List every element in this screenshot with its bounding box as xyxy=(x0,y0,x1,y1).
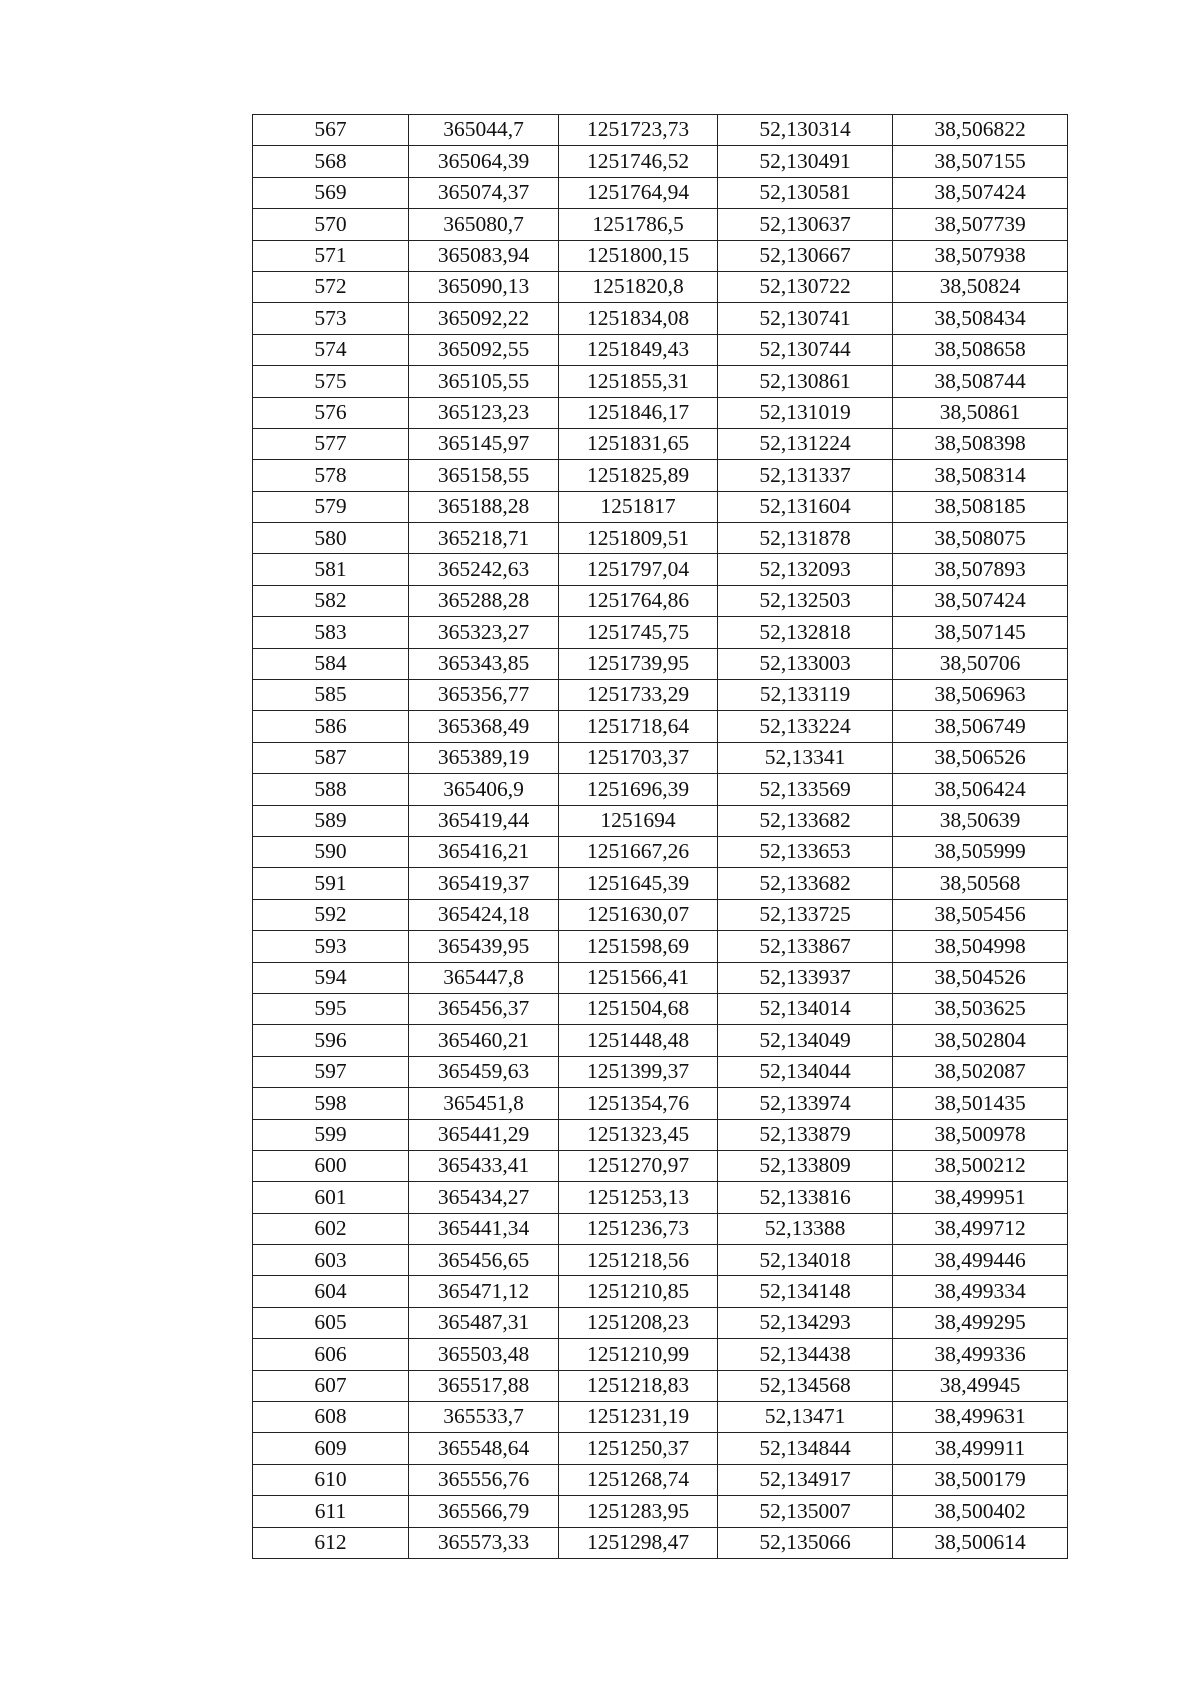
longitude-cell: 38,499712 xyxy=(893,1213,1068,1244)
x-coordinate-cell: 365456,65 xyxy=(409,1245,559,1276)
longitude-cell: 38,499336 xyxy=(893,1339,1068,1370)
longitude-cell: 38,505456 xyxy=(893,899,1068,930)
latitude-cell: 52,134018 xyxy=(718,1245,893,1276)
point-number-cell: 574 xyxy=(253,334,409,365)
point-number-cell: 611 xyxy=(253,1496,409,1527)
longitude-cell: 38,500978 xyxy=(893,1119,1068,1150)
table-row xyxy=(253,1339,1068,1370)
table-row xyxy=(253,680,1068,711)
longitude-cell: 38,500179 xyxy=(893,1464,1068,1495)
table-row xyxy=(253,491,1068,522)
table-row xyxy=(253,1213,1068,1244)
point-number-cell: 607 xyxy=(253,1370,409,1401)
x-coordinate-cell: 365517,88 xyxy=(409,1370,559,1401)
table-row xyxy=(253,585,1068,616)
y-coordinate-cell: 1251630,07 xyxy=(559,899,718,930)
point-number-cell: 594 xyxy=(253,962,409,993)
table-row xyxy=(253,711,1068,742)
table-row xyxy=(253,805,1068,836)
latitude-cell: 52,133653 xyxy=(718,836,893,867)
x-coordinate-cell: 365074,37 xyxy=(409,177,559,208)
latitude-cell: 52,133003 xyxy=(718,648,893,679)
longitude-cell: 38,507893 xyxy=(893,554,1068,585)
longitude-cell: 38,50639 xyxy=(893,805,1068,836)
latitude-cell: 52,13471 xyxy=(718,1402,893,1433)
table-row xyxy=(253,617,1068,648)
table-row xyxy=(253,868,1068,899)
y-coordinate-cell: 1251764,86 xyxy=(559,585,718,616)
latitude-cell: 52,134044 xyxy=(718,1056,893,1087)
table-row xyxy=(253,648,1068,679)
x-coordinate-cell: 365416,21 xyxy=(409,836,559,867)
y-coordinate-cell: 1251236,73 xyxy=(559,1213,718,1244)
longitude-cell: 38,499446 xyxy=(893,1245,1068,1276)
point-number-cell: 604 xyxy=(253,1276,409,1307)
x-coordinate-cell: 365471,12 xyxy=(409,1276,559,1307)
longitude-cell: 38,507424 xyxy=(893,177,1068,208)
y-coordinate-cell: 1251846,17 xyxy=(559,397,718,428)
point-number-cell: 587 xyxy=(253,742,409,773)
x-coordinate-cell: 365123,23 xyxy=(409,397,559,428)
latitude-cell: 52,13388 xyxy=(718,1213,893,1244)
longitude-cell: 38,499295 xyxy=(893,1307,1068,1338)
y-coordinate-cell: 1251218,56 xyxy=(559,1245,718,1276)
point-number-cell: 591 xyxy=(253,868,409,899)
y-coordinate-cell: 1251694 xyxy=(559,805,718,836)
longitude-cell: 38,504998 xyxy=(893,931,1068,962)
x-coordinate-cell: 365064,39 xyxy=(409,146,559,177)
table-row xyxy=(253,554,1068,585)
y-coordinate-cell: 1251448,48 xyxy=(559,1025,718,1056)
table-row xyxy=(253,240,1068,271)
table-row xyxy=(253,397,1068,428)
longitude-cell: 38,50706 xyxy=(893,648,1068,679)
latitude-cell: 52,133816 xyxy=(718,1182,893,1213)
coordinates-table xyxy=(252,114,1068,1559)
longitude-cell: 38,504526 xyxy=(893,962,1068,993)
latitude-cell: 52,131019 xyxy=(718,397,893,428)
longitude-cell: 38,499951 xyxy=(893,1182,1068,1213)
longitude-cell: 38,506822 xyxy=(893,115,1068,146)
x-coordinate-cell: 365090,13 xyxy=(409,271,559,302)
table-row xyxy=(253,1182,1068,1213)
y-coordinate-cell: 1251253,13 xyxy=(559,1182,718,1213)
longitude-cell: 38,507938 xyxy=(893,240,1068,271)
y-coordinate-cell: 1251645,39 xyxy=(559,868,718,899)
latitude-cell: 52,130637 xyxy=(718,209,893,240)
latitude-cell: 52,134049 xyxy=(718,1025,893,1056)
longitude-cell: 38,507739 xyxy=(893,209,1068,240)
longitude-cell: 38,500212 xyxy=(893,1150,1068,1181)
x-coordinate-cell: 365573,33 xyxy=(409,1527,559,1558)
latitude-cell: 52,133809 xyxy=(718,1150,893,1181)
latitude-cell: 52,130861 xyxy=(718,366,893,397)
x-coordinate-cell: 365434,27 xyxy=(409,1182,559,1213)
y-coordinate-cell: 1251210,85 xyxy=(559,1276,718,1307)
x-coordinate-cell: 365439,95 xyxy=(409,931,559,962)
latitude-cell: 52,133682 xyxy=(718,868,893,899)
point-number-cell: 569 xyxy=(253,177,409,208)
latitude-cell: 52,131878 xyxy=(718,523,893,554)
latitude-cell: 52,134568 xyxy=(718,1370,893,1401)
table-row xyxy=(253,742,1068,773)
point-number-cell: 577 xyxy=(253,428,409,459)
point-number-cell: 584 xyxy=(253,648,409,679)
point-number-cell: 595 xyxy=(253,993,409,1024)
y-coordinate-cell: 1251283,95 xyxy=(559,1496,718,1527)
longitude-cell: 38,505999 xyxy=(893,836,1068,867)
longitude-cell: 38,503625 xyxy=(893,993,1068,1024)
latitude-cell: 52,130314 xyxy=(718,115,893,146)
latitude-cell: 52,134293 xyxy=(718,1307,893,1338)
x-coordinate-cell: 365447,8 xyxy=(409,962,559,993)
x-coordinate-cell: 365343,85 xyxy=(409,648,559,679)
table-row xyxy=(253,993,1068,1024)
point-number-cell: 581 xyxy=(253,554,409,585)
x-coordinate-cell: 365556,76 xyxy=(409,1464,559,1495)
y-coordinate-cell: 1251800,15 xyxy=(559,240,718,271)
y-coordinate-cell: 1251809,51 xyxy=(559,523,718,554)
table-row xyxy=(253,1307,1068,1338)
table-row xyxy=(253,1276,1068,1307)
x-coordinate-cell: 365441,34 xyxy=(409,1213,559,1244)
point-number-cell: 601 xyxy=(253,1182,409,1213)
x-coordinate-cell: 365242,63 xyxy=(409,554,559,585)
longitude-cell: 38,50824 xyxy=(893,271,1068,302)
y-coordinate-cell: 1251745,75 xyxy=(559,617,718,648)
y-coordinate-cell: 1251834,08 xyxy=(559,303,718,334)
point-number-cell: 598 xyxy=(253,1088,409,1119)
x-coordinate-cell: 365456,37 xyxy=(409,993,559,1024)
point-number-cell: 588 xyxy=(253,774,409,805)
longitude-cell: 38,508744 xyxy=(893,366,1068,397)
x-coordinate-cell: 365083,94 xyxy=(409,240,559,271)
y-coordinate-cell: 1251504,68 xyxy=(559,993,718,1024)
latitude-cell: 52,133937 xyxy=(718,962,893,993)
latitude-cell: 52,133682 xyxy=(718,805,893,836)
point-number-cell: 586 xyxy=(253,711,409,742)
table-row xyxy=(253,271,1068,302)
y-coordinate-cell: 1251733,29 xyxy=(559,680,718,711)
latitude-cell: 52,131337 xyxy=(718,460,893,491)
point-number-cell: 593 xyxy=(253,931,409,962)
longitude-cell: 38,506424 xyxy=(893,774,1068,805)
longitude-cell: 38,507145 xyxy=(893,617,1068,648)
table-row xyxy=(253,1119,1068,1150)
point-number-cell: 579 xyxy=(253,491,409,522)
point-number-cell: 590 xyxy=(253,836,409,867)
x-coordinate-cell: 365503,48 xyxy=(409,1339,559,1370)
latitude-cell: 52,133879 xyxy=(718,1119,893,1150)
point-number-cell: 573 xyxy=(253,303,409,334)
x-coordinate-cell: 365368,49 xyxy=(409,711,559,742)
point-number-cell: 589 xyxy=(253,805,409,836)
x-coordinate-cell: 365218,71 xyxy=(409,523,559,554)
point-number-cell: 585 xyxy=(253,680,409,711)
longitude-cell: 38,502804 xyxy=(893,1025,1068,1056)
point-number-cell: 597 xyxy=(253,1056,409,1087)
x-coordinate-cell: 365389,19 xyxy=(409,742,559,773)
y-coordinate-cell: 1251399,37 xyxy=(559,1056,718,1087)
coordinates-table-body xyxy=(253,115,1068,1559)
latitude-cell: 52,130667 xyxy=(718,240,893,271)
x-coordinate-cell: 365459,63 xyxy=(409,1056,559,1087)
table-row xyxy=(253,1056,1068,1087)
y-coordinate-cell: 1251323,45 xyxy=(559,1119,718,1150)
table-row xyxy=(253,774,1068,805)
latitude-cell: 52,132093 xyxy=(718,554,893,585)
x-coordinate-cell: 365092,22 xyxy=(409,303,559,334)
latitude-cell: 52,135007 xyxy=(718,1496,893,1527)
y-coordinate-cell: 1251250,37 xyxy=(559,1433,718,1464)
latitude-cell: 52,131604 xyxy=(718,491,893,522)
latitude-cell: 52,134917 xyxy=(718,1464,893,1495)
table-row xyxy=(253,523,1068,554)
point-number-cell: 608 xyxy=(253,1402,409,1433)
x-coordinate-cell: 365080,7 xyxy=(409,209,559,240)
x-coordinate-cell: 365533,7 xyxy=(409,1402,559,1433)
longitude-cell: 38,50568 xyxy=(893,868,1068,899)
longitude-cell: 38,500402 xyxy=(893,1496,1068,1527)
longitude-cell: 38,501435 xyxy=(893,1088,1068,1119)
table-row xyxy=(253,1496,1068,1527)
latitude-cell: 52,134844 xyxy=(718,1433,893,1464)
longitude-cell: 38,499911 xyxy=(893,1433,1068,1464)
point-number-cell: 583 xyxy=(253,617,409,648)
point-number-cell: 609 xyxy=(253,1433,409,1464)
point-number-cell: 570 xyxy=(253,209,409,240)
table-row xyxy=(253,931,1068,962)
longitude-cell: 38,506526 xyxy=(893,742,1068,773)
latitude-cell: 52,134148 xyxy=(718,1276,893,1307)
point-number-cell: 575 xyxy=(253,366,409,397)
x-coordinate-cell: 365419,37 xyxy=(409,868,559,899)
table-row xyxy=(253,836,1068,867)
table-row xyxy=(253,177,1068,208)
y-coordinate-cell: 1251598,69 xyxy=(559,931,718,962)
x-coordinate-cell: 365460,21 xyxy=(409,1025,559,1056)
x-coordinate-cell: 365356,77 xyxy=(409,680,559,711)
table-row xyxy=(253,366,1068,397)
y-coordinate-cell: 1251723,73 xyxy=(559,115,718,146)
x-coordinate-cell: 365419,44 xyxy=(409,805,559,836)
y-coordinate-cell: 1251855,31 xyxy=(559,366,718,397)
x-coordinate-cell: 365441,29 xyxy=(409,1119,559,1150)
point-number-cell: 605 xyxy=(253,1307,409,1338)
latitude-cell: 52,133867 xyxy=(718,931,893,962)
latitude-cell: 52,130744 xyxy=(718,334,893,365)
x-coordinate-cell: 365288,28 xyxy=(409,585,559,616)
point-number-cell: 578 xyxy=(253,460,409,491)
x-coordinate-cell: 365092,55 xyxy=(409,334,559,365)
table-row xyxy=(253,146,1068,177)
y-coordinate-cell: 1251268,74 xyxy=(559,1464,718,1495)
y-coordinate-cell: 1251231,19 xyxy=(559,1402,718,1433)
longitude-cell: 38,508658 xyxy=(893,334,1068,365)
latitude-cell: 52,130491 xyxy=(718,146,893,177)
table-row xyxy=(253,1370,1068,1401)
table-row xyxy=(253,115,1068,146)
latitude-cell: 52,133569 xyxy=(718,774,893,805)
x-coordinate-cell: 365188,28 xyxy=(409,491,559,522)
table-row xyxy=(253,428,1068,459)
longitude-cell: 38,508075 xyxy=(893,523,1068,554)
x-coordinate-cell: 365158,55 xyxy=(409,460,559,491)
latitude-cell: 52,133119 xyxy=(718,680,893,711)
x-coordinate-cell: 365548,64 xyxy=(409,1433,559,1464)
table-row xyxy=(253,209,1068,240)
y-coordinate-cell: 1251703,37 xyxy=(559,742,718,773)
longitude-cell: 38,506749 xyxy=(893,711,1068,742)
latitude-cell: 52,130741 xyxy=(718,303,893,334)
latitude-cell: 52,133224 xyxy=(718,711,893,742)
y-coordinate-cell: 1251849,43 xyxy=(559,334,718,365)
latitude-cell: 52,134438 xyxy=(718,1339,893,1370)
y-coordinate-cell: 1251831,65 xyxy=(559,428,718,459)
table-row xyxy=(253,1088,1068,1119)
table-row xyxy=(253,1150,1068,1181)
latitude-cell: 52,133974 xyxy=(718,1088,893,1119)
latitude-cell: 52,13341 xyxy=(718,742,893,773)
y-coordinate-cell: 1251298,47 xyxy=(559,1527,718,1558)
longitude-cell: 38,507155 xyxy=(893,146,1068,177)
latitude-cell: 52,131224 xyxy=(718,428,893,459)
x-coordinate-cell: 365566,79 xyxy=(409,1496,559,1527)
point-number-cell: 572 xyxy=(253,271,409,302)
y-coordinate-cell: 1251566,41 xyxy=(559,962,718,993)
y-coordinate-cell: 1251797,04 xyxy=(559,554,718,585)
longitude-cell: 38,499334 xyxy=(893,1276,1068,1307)
y-coordinate-cell: 1251764,94 xyxy=(559,177,718,208)
longitude-cell: 38,50861 xyxy=(893,397,1068,428)
y-coordinate-cell: 1251218,83 xyxy=(559,1370,718,1401)
point-number-cell: 576 xyxy=(253,397,409,428)
latitude-cell: 52,132818 xyxy=(718,617,893,648)
y-coordinate-cell: 1251820,8 xyxy=(559,271,718,302)
y-coordinate-cell: 1251746,52 xyxy=(559,146,718,177)
longitude-cell: 38,500614 xyxy=(893,1527,1068,1558)
point-number-cell: 602 xyxy=(253,1213,409,1244)
latitude-cell: 52,130722 xyxy=(718,271,893,302)
x-coordinate-cell: 365451,8 xyxy=(409,1088,559,1119)
y-coordinate-cell: 1251696,39 xyxy=(559,774,718,805)
point-number-cell: 612 xyxy=(253,1527,409,1558)
latitude-cell: 52,130581 xyxy=(718,177,893,208)
table-row xyxy=(253,962,1068,993)
latitude-cell: 52,135066 xyxy=(718,1527,893,1558)
x-coordinate-cell: 365406,9 xyxy=(409,774,559,805)
y-coordinate-cell: 1251786,5 xyxy=(559,209,718,240)
x-coordinate-cell: 365145,97 xyxy=(409,428,559,459)
x-coordinate-cell: 365424,18 xyxy=(409,899,559,930)
point-number-cell: 568 xyxy=(253,146,409,177)
x-coordinate-cell: 365323,27 xyxy=(409,617,559,648)
longitude-cell: 38,502087 xyxy=(893,1056,1068,1087)
y-coordinate-cell: 1251739,95 xyxy=(559,648,718,679)
table-row xyxy=(253,1245,1068,1276)
y-coordinate-cell: 1251210,99 xyxy=(559,1339,718,1370)
point-number-cell: 571 xyxy=(253,240,409,271)
latitude-cell: 52,132503 xyxy=(718,585,893,616)
point-number-cell: 599 xyxy=(253,1119,409,1150)
table-row xyxy=(253,303,1068,334)
point-number-cell: 600 xyxy=(253,1150,409,1181)
y-coordinate-cell: 1251208,23 xyxy=(559,1307,718,1338)
table-row xyxy=(253,1025,1068,1056)
longitude-cell: 38,508434 xyxy=(893,303,1068,334)
point-number-cell: 610 xyxy=(253,1464,409,1495)
y-coordinate-cell: 1251718,64 xyxy=(559,711,718,742)
point-number-cell: 596 xyxy=(253,1025,409,1056)
longitude-cell: 38,508398 xyxy=(893,428,1068,459)
point-number-cell: 582 xyxy=(253,585,409,616)
x-coordinate-cell: 365105,55 xyxy=(409,366,559,397)
point-number-cell: 606 xyxy=(253,1339,409,1370)
table-row xyxy=(253,1464,1068,1495)
point-number-cell: 592 xyxy=(253,899,409,930)
y-coordinate-cell: 1251354,76 xyxy=(559,1088,718,1119)
table-row xyxy=(253,1402,1068,1433)
longitude-cell: 38,506963 xyxy=(893,680,1068,711)
table-row xyxy=(253,1433,1068,1464)
x-coordinate-cell: 365044,7 xyxy=(409,115,559,146)
y-coordinate-cell: 1251817 xyxy=(559,491,718,522)
y-coordinate-cell: 1251825,89 xyxy=(559,460,718,491)
table-row xyxy=(253,334,1068,365)
longitude-cell: 38,499631 xyxy=(893,1402,1068,1433)
table-row xyxy=(253,460,1068,491)
table-row xyxy=(253,899,1068,930)
longitude-cell: 38,508185 xyxy=(893,491,1068,522)
x-coordinate-cell: 365433,41 xyxy=(409,1150,559,1181)
y-coordinate-cell: 1251667,26 xyxy=(559,836,718,867)
point-number-cell: 603 xyxy=(253,1245,409,1276)
x-coordinate-cell: 365487,31 xyxy=(409,1307,559,1338)
longitude-cell: 38,49945 xyxy=(893,1370,1068,1401)
y-coordinate-cell: 1251270,97 xyxy=(559,1150,718,1181)
latitude-cell: 52,134014 xyxy=(718,993,893,1024)
longitude-cell: 38,507424 xyxy=(893,585,1068,616)
latitude-cell: 52,133725 xyxy=(718,899,893,930)
point-number-cell: 567 xyxy=(253,115,409,146)
longitude-cell: 38,508314 xyxy=(893,460,1068,491)
point-number-cell: 580 xyxy=(253,523,409,554)
table-row xyxy=(253,1527,1068,1558)
